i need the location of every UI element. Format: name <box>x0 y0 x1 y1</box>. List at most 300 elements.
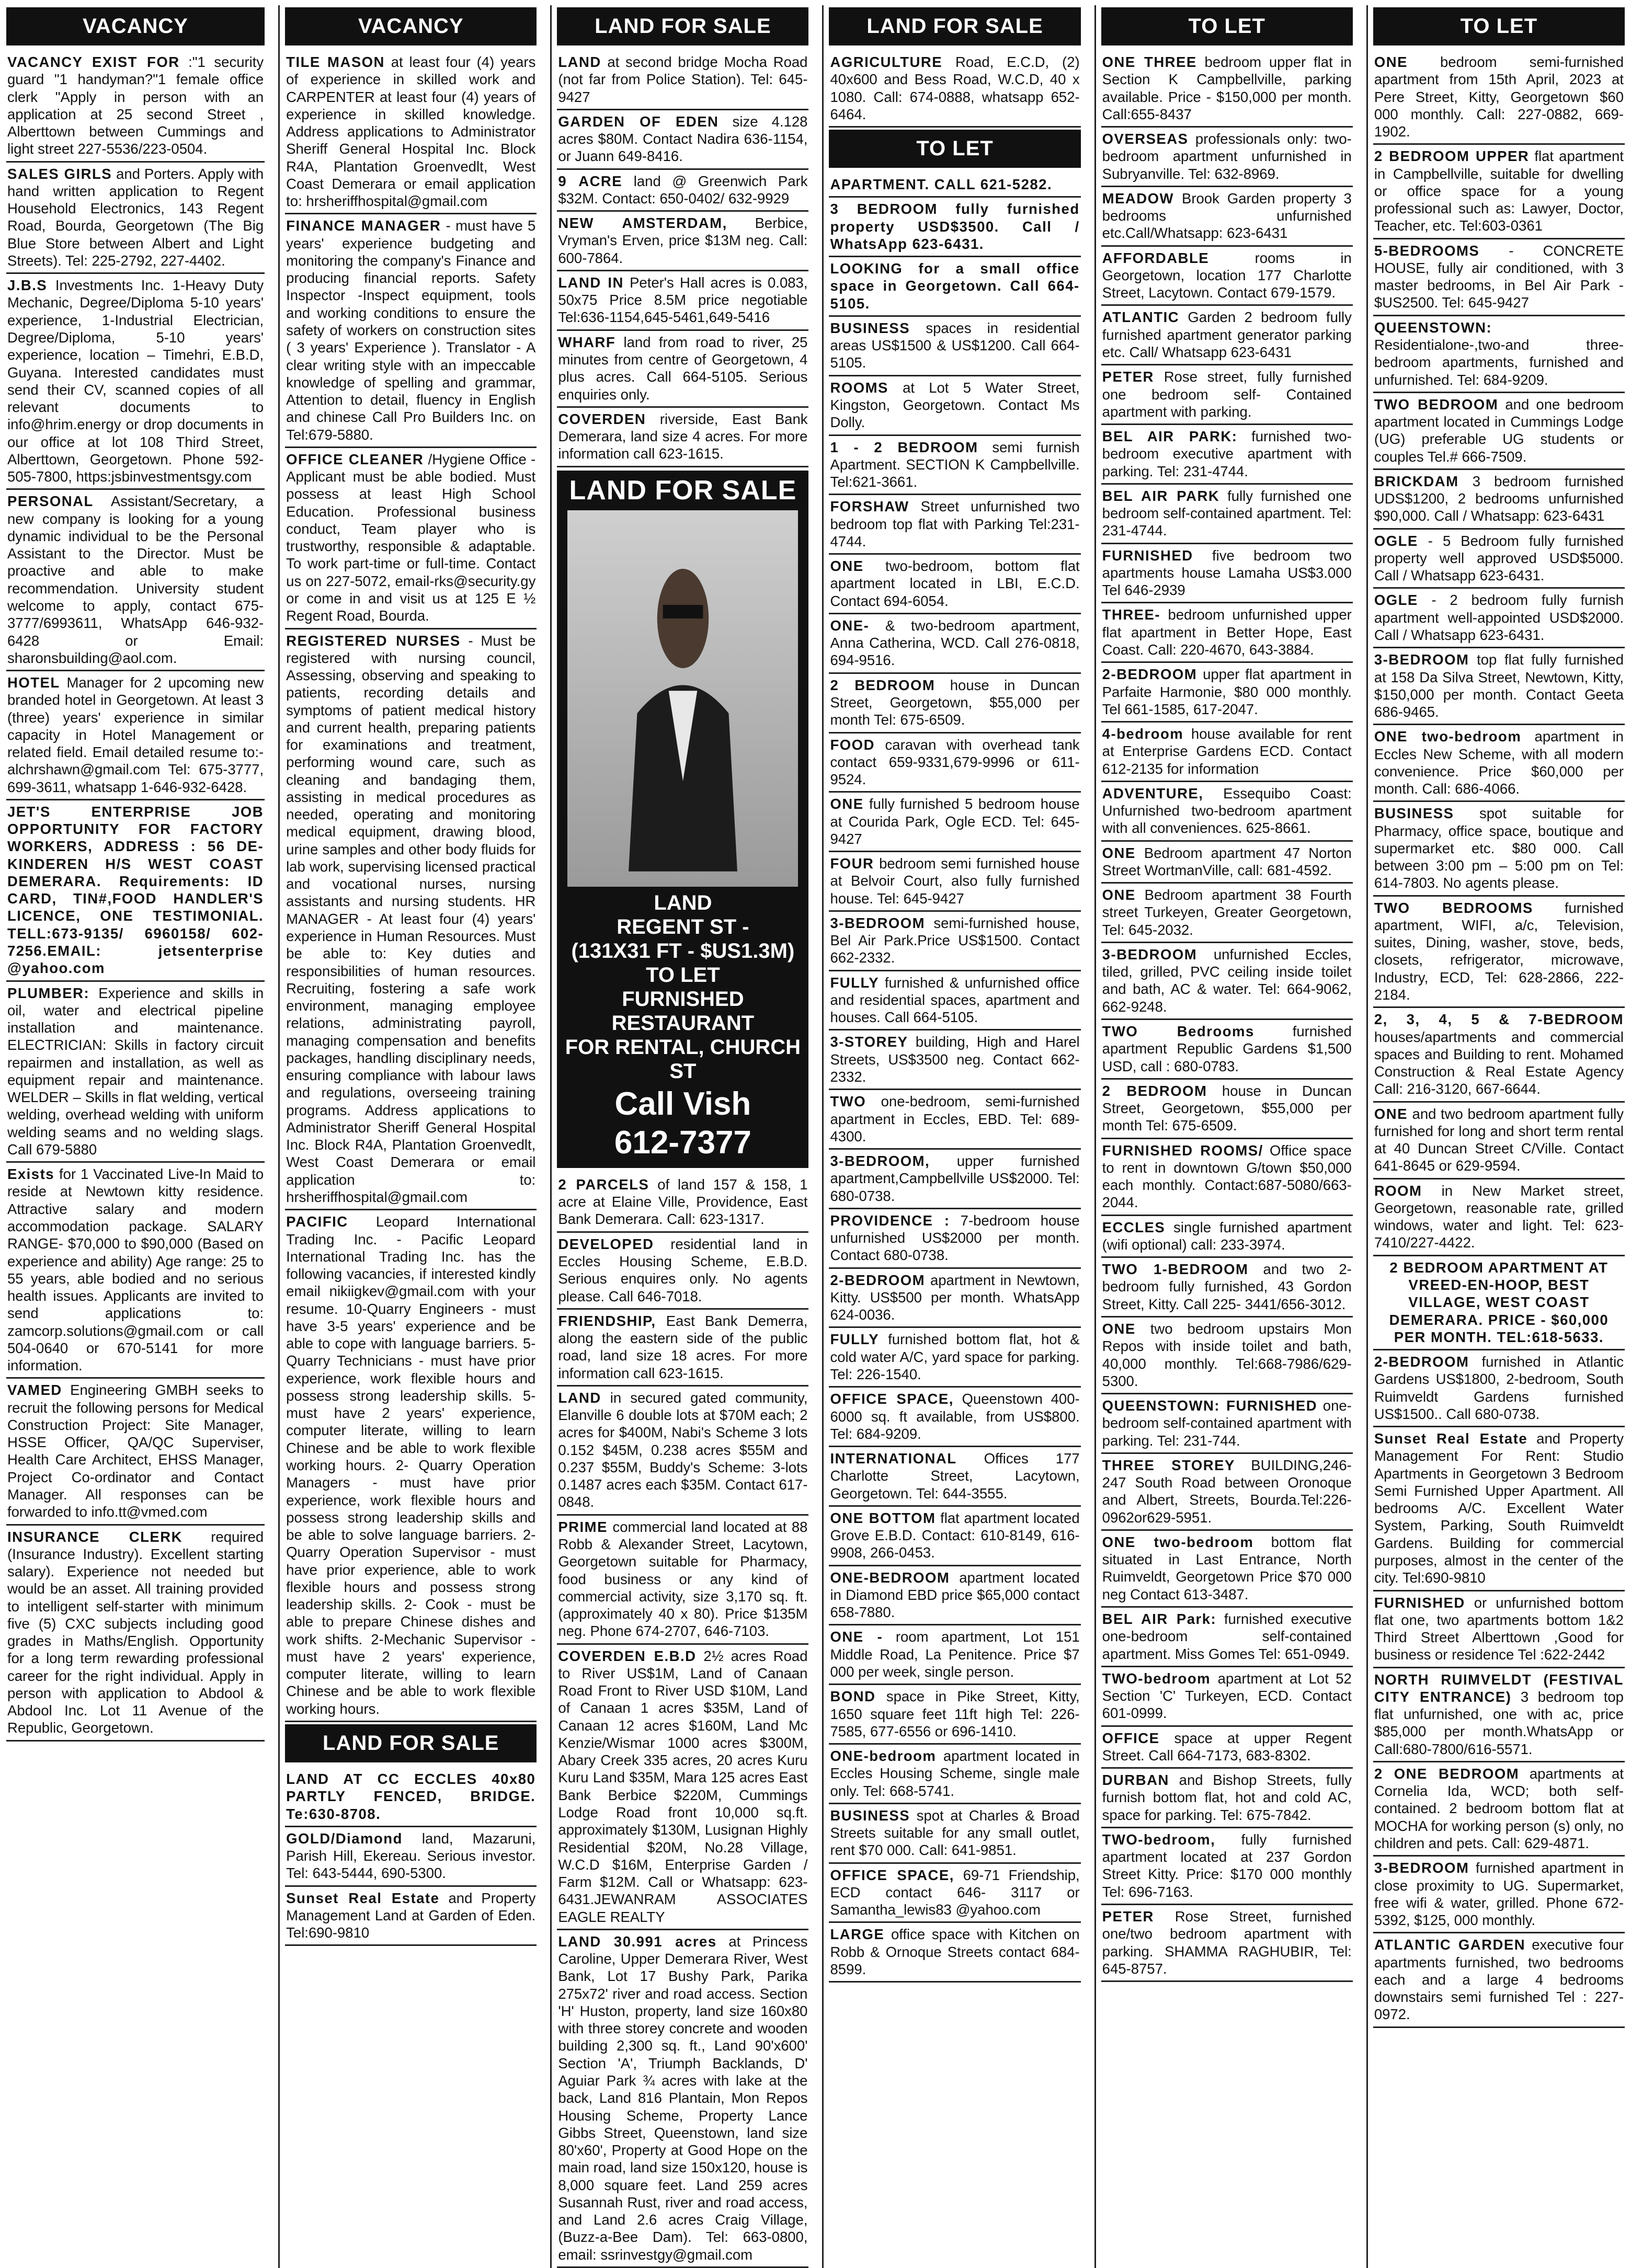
classified-ad <box>6 274 265 490</box>
classified-ad <box>1101 485 1353 544</box>
ad-text: houses/apartments and commercial spaces and Building to rent. Mohamed Construction & Real Estate Agency Call: 216-3120, 667-6644. <box>1374 1028 1624 1097</box>
classified-ad <box>829 1625 1080 1685</box>
ad-lead: INSURANCE CLERK <box>7 1528 183 1545</box>
ad-text: Leopard International Trading Inc. - Pacific Leopard International Trading Inc. has the following vacancies, if interested kindly email nikiigkev@gmail.com with your resume. 10-Quarry Engineers - must have 3-5 years' experience and be able to cope with language barriers. 5-Quarry Technicians - must have prior experience, work flexible hours and possess strong leadership skills. 5-must have 2 years' experience, computer literate, willing to learn Chinese and be able to work flexible working hours. 2- Quarry Operation Managers - must have prior experience, work flexible hours and possess strong leadership skills and be able to solve language barriers. 2- Quarry Operation Supervisor - must have prior experience, able to work flexible hours and possess strong leadership skills. 2- Cook - must be able to prepare Chinese dishes and work shifts. 2-Mechanic Supervisor - must have 2 years' experience, computer literate, willing to learn Chinese and be able to work flexible working hours. <box>286 1213 536 1717</box>
ad-lead: AGRICULTURE <box>830 54 943 70</box>
ad-text: at Princess Caroline, Upper Demerara River, West Bank, Lot 17 Bushy Park, Parika 275x72' river and road access. Section 'H' Huston, property, land size 160x80 with three storey concrete and wooden building 2,300 sq. ft., Land 90'x600' Section 'A', Triumph Backlands, D' Aguiar Park ¾ acres with lake at the back, Land 816 Plantain, Mon Repos Housing Scheme, Property Lance Gibbs Street, Queenstown, land size 80'x60', Property at Good Hope on the main road, land size 150x120, house is 8,000 square feet. Land 259 acres Susannah Rust, river and road access, and Land 2.6 acres Craig Village, (Buzz-a-Bee Dam). Tel: 663-0800, email: ssrinvestgy@gmail.com <box>558 1933 808 2263</box>
promo-line5: FURNISHED RESTAURANT <box>611 987 755 1035</box>
classified-ad <box>1101 1139 1353 1216</box>
ad-text: Engineering GMBH seeks to recruit the following persons for Medical Construction Project: Site Manager, HSSE Officer, QA/QC Superviser, Health Care Architect, EHSS Manager, Project Co-ordinator and Contact Manager. All responses can be forwarded to info.tt@vmed.com <box>7 1382 264 1520</box>
ad-lead: PETER <box>1102 369 1154 385</box>
classified-ad <box>285 51 537 214</box>
ad-lead: INTERNATIONAL <box>830 1450 957 1467</box>
classified-ad <box>829 734 1080 793</box>
classified-ad <box>829 1030 1080 1090</box>
promo-call: Call Vish <box>614 1085 751 1122</box>
ad-text: house available for rent at Enterprise Gardens ECD. Contact 612-2135 for information <box>1102 726 1352 777</box>
ad-lead: OFFICE CLEANER <box>286 451 424 467</box>
classified-ad <box>285 1210 537 1722</box>
promo-line4: TO LET <box>646 963 720 987</box>
ad-lead: ONE BOTTOM <box>830 1509 936 1526</box>
classified-ad <box>829 173 1080 198</box>
classified-ad <box>829 912 1080 971</box>
ad-text: - CONCRETE HOUSE, fully air conditioned, with 3 master bedrooms, in Bel Air Park - $US2500. Tel: 645-9427 <box>1374 242 1624 311</box>
ad-lead: ECCLES <box>1102 1219 1166 1235</box>
ad-text: residential land in Eccles Housing Scheme, E.B.D. Serious enquires only. No agents please. Call 646-7018. <box>558 1235 808 1304</box>
ad-lead: BOND <box>830 1688 876 1705</box>
ad-text: commercial land located at 88 Robb & Alexander Street, Lacytown, Georgetown suitable for Pharmacy, food business or any kind of commercial activity, size 3,170 sq. ft. (approximately 40 x 80). Price $135M neg. Phone 674-2707, 646-7103. <box>558 1518 808 1640</box>
ad-text: building, High and Harel Streets, US$3500 neg. Contact 662-2332. <box>830 1034 1080 1085</box>
ad-text: semi-furnished house, Bel Air Park.Price US$1500. Contact 662-2332. <box>830 914 1080 966</box>
ad-lead: 2 ONE BEDROOM <box>1374 1765 1520 1782</box>
ad-text: apartment located in Diamond EBD price $65,000 contact 658-7880. <box>830 1569 1080 1621</box>
ad-lead: OFFICE <box>1102 1729 1160 1746</box>
classified-ad <box>285 1887 537 1946</box>
ad-lead: FURNISHED ROOMS/ <box>1102 1142 1263 1159</box>
ad-lead: PETER <box>1102 1908 1154 1925</box>
classified-ad <box>829 971 1080 1031</box>
ad-lead: 3-BEDROOM <box>1374 1860 1469 1876</box>
ad-lead: OVERSEAS <box>1102 131 1189 147</box>
classified-ad <box>829 51 1080 128</box>
section-header: VACANCY <box>6 7 265 45</box>
ad-text: required (Insurance Industry). Excellent starting salary). Experience not needed but would be an asset. All training provided to intelligent self-starter with minimum five (5) CXC subjects including good grades in Maths/English. Opportunity for a long term rewarding professional career for the right individual. Apply in person with application to Abdool & Abdool Inc. Lot 11 Avenue of the Republic, Georgetown. <box>7 1528 264 1736</box>
classified-ad <box>829 1090 1080 1150</box>
ad-lead: THREE- <box>1102 606 1161 623</box>
ad-text: Road, E.C.D, (2) 40x600 and Bess Road, W.C.D, 40 x 1080. Call: 674-0888, whatsapp 652-6464. <box>830 54 1080 122</box>
ad-text: top flat fully furnished at 158 Da Silva Street, Newtown, Kitty, $150,000 per month. Contact Geeta 686-9465. <box>1374 651 1624 720</box>
classified-ad <box>1101 1216 1353 1258</box>
classified-ad <box>285 1827 537 1887</box>
ad-text: :"1 security guard "1 handyman?"1 female office clerk "Apply in person with an application at 25 second Street , Alberttown between Cummings and light street 227-5536/223-0504. <box>7 54 264 157</box>
classified-ad <box>1373 393 1625 470</box>
ad-lead: LAND <box>558 54 601 70</box>
ad-lead: THREE STOREY <box>1102 1457 1235 1473</box>
ad-text: in secured gated community, Elanville 6 double lots at $70M each; 2 acres for $400M, Nabi's Scheme 3 lots 0.152 $45M, 0.238 acres $55M and 0.237 $55M, Buddy's Scheme: 3-lots 0.1487 acres each $35M. Contact 617-0848. <box>558 1389 808 1510</box>
ad-text: Offices 177 Charlotte Street, Lacytown, Georgetown. Tel: 644-3555. <box>830 1450 1080 1502</box>
ad-lead: OFFICE SPACE, <box>830 1866 954 1883</box>
column-2 <box>278 5 537 2268</box>
ad-text: Office space to rent in downtown G/town $50,000 each monthly. Contact:687-5080/663-2044. <box>1102 1142 1352 1211</box>
classified-ad <box>285 214 537 448</box>
classified-ad <box>1373 530 1625 589</box>
ad-lead: ONE <box>1102 1321 1136 1337</box>
promo-title: LAND FOR SALE <box>569 475 797 506</box>
classified-ad <box>1373 725 1625 802</box>
ad-text: Assistant/Secretary, a new company is looking for a young dynamic individual to be the Personal Assistant to the Director. Must be proactive and able to make recommendation. University student welcome to apply, contact 675-3777/6993611, WhatsApp 646-932-6428 or Email: sharonsbuilding@aol.com. <box>7 493 264 666</box>
classified-ad <box>1373 1350 1625 1427</box>
ad-lead: VACANCY EXIST FOR <box>7 54 180 70</box>
ad-text: at Lot 5 Water Street, Kingston, Georgetown. Contact Ms Dolly. <box>830 379 1080 431</box>
ad-lead: COVERDEN E.B.D <box>558 1647 697 1664</box>
ad-text: spaces in residential areas US$1500 & US$1200. Call 664-5105. <box>830 319 1080 371</box>
ad-text: semi furnish Apartment. SECTION K Campbellville. Tel:621-3661. <box>830 439 1080 490</box>
ad-text: bedroom upper flat in Section K Campbellville, parking available. Price - $150,000 per month. Call:655-8437 <box>1102 54 1352 122</box>
classified-ad <box>829 317 1080 376</box>
classified-ad <box>1101 1667 1353 1727</box>
classified-ad <box>1101 544 1353 604</box>
classified-ad <box>1373 239 1625 316</box>
ad-text: and two 2-bedroom fully furnished, 43 Gordon Street, Kitty. Call 225- 3441/656-3012. <box>1102 1261 1352 1312</box>
ad-text: five bedroom two apartments house Lamaha US$3.000 Tel 646-2939 <box>1102 547 1352 599</box>
ad-lead: BUSINESS <box>830 319 910 336</box>
ad-lead: ONE <box>1374 1105 1408 1122</box>
ad-lead: PROVIDENCE : <box>830 1212 950 1229</box>
ad-text: Queenstown 400-6000 sq. ft available, from US$800. Tel: 684-9209. <box>830 1391 1080 1442</box>
classified-ad <box>1101 603 1353 663</box>
classified-ad <box>285 629 537 1211</box>
ad-lead: Exists <box>7 1166 55 1183</box>
classified-ad <box>6 1379 265 1525</box>
ad-lead: GARDEN OF EDEN <box>558 113 719 130</box>
classified-ad <box>1101 1828 1353 1905</box>
classified-ad <box>1101 1080 1353 1139</box>
ad-lead: ONE <box>1374 54 1408 70</box>
ad-text: two-bedroom, bottom flat apartment located in LBI, E.C.D. Contact 694-6054. <box>830 558 1080 609</box>
ad-lead: FURNISHED <box>1102 547 1193 564</box>
classified-ad <box>557 170 808 212</box>
ad-lead: FOOD <box>830 736 875 753</box>
ad-text: furnished executive one-bedroom self-contained apartment. Miss Gomes Tel: 651-0949. <box>1102 1610 1352 1662</box>
classified-ad <box>1373 589 1625 648</box>
ad-lead: ONE <box>830 558 864 575</box>
ad-lead: LAND AT CC ECCLES 40x80 PARTLY FENCED, BRIDGE. Te:630-8708. <box>286 1770 536 1822</box>
classified-ad <box>1373 1103 1625 1179</box>
classified-ad <box>829 1209 1080 1269</box>
ad-text: apartment in Newtown, Kitty. US$500 per month. WhatsApp 624-0036. <box>830 1272 1080 1323</box>
ad-text: house in Duncan Street, Georgetown, $55,000 per month Tel: 675-6509. <box>1102 1082 1352 1134</box>
classified-ad <box>6 1526 265 1742</box>
classified-ad <box>1373 470 1625 530</box>
classified-ad <box>6 51 265 163</box>
ad-lead: OFFICE SPACE, <box>830 1391 954 1407</box>
classified-ad <box>829 1566 1080 1626</box>
ad-lead: 3 BEDROOM fully furnished property USD$3500. Call / WhatsApp 623-6431. <box>830 201 1080 252</box>
ad-lead: 3-STOREY <box>830 1034 908 1050</box>
section-header: TO LET <box>829 130 1080 168</box>
ad-text: for 1 Vaccinated Live-In Maid to reside at Newtown kitty residence. Attractive salary and modern accommodation package. SALARY RANGE- $70,000 to $90,000 (Based on experience and ability) Age range: 25 to 55 years, able bodied and no serious health issues. Applicants are invited to send applications to: zamcorp.solutions@gmail.com or call 504-0640 or 670-5141 for more information. <box>7 1166 264 1374</box>
ad-text: and Property Management Land at Garden of Eden. Tel:690-9810 <box>286 1889 536 1941</box>
classified-ad <box>1101 1394 1353 1454</box>
ad-text: rooms in Georgetown, location 177 Charlotte Street, Lacytown. Contact 679-1579. <box>1102 249 1352 301</box>
ad-text: bottom flat situated in Last Entrance, North Ruimveldt, Georgetown Price $70 000 neg Contact 613-3487. <box>1102 1533 1352 1602</box>
ad-lead: ONE-BEDROOM <box>830 1569 950 1586</box>
ad-text: 69-71 Friendship, ECD contact 646- 3117 or Samantha_lewis83 @yahoo.com <box>830 1866 1080 1918</box>
ad-lead: 3-BEDROOM <box>830 914 926 931</box>
ad-lead: ONE <box>1102 887 1136 903</box>
ad-lead: REGISTERED NURSES <box>286 632 461 649</box>
ad-text: one-bedroom, semi-furnished apartment in Eccles, EBD. Tel: 689-4300. <box>830 1093 1080 1144</box>
classified-ad <box>829 1388 1080 1447</box>
ad-text: unfurnished Eccles, tiled, grilled, PVC ceiling inside toilet and bath, AC & water. Tel: 664-9062, 662-9248. <box>1102 946 1352 1015</box>
ad-text: 3 bedroom furnished UDS$1200, 2 bedrooms unfurnished $90,000. Call / Whatsapp: 623-6431 <box>1374 473 1624 524</box>
ad-text: and Bishop Streets, fully furnish bottom flat, hot and cold AC, space for parking. Tel: 675-7842. <box>1102 1772 1352 1823</box>
ad-lead: NEW AMSTERDAM, <box>558 215 727 232</box>
ad-text: apartments at Cornelia Ida, WCD; both self-contained. 2 bedroom bottom flat at MOCHA for working person (s) only, no children and pets. Call: 629-4871. <box>1374 1765 1624 1851</box>
ad-text: & two-bedroom apartment, Anna Catherina, WCD. Call 276-0818, 694-9516. <box>830 617 1080 669</box>
ad-text: size 4.128 acres $80M. Contact Nadira 636-1154, or Juann 649-8416. <box>558 113 808 165</box>
classified-ad <box>1373 1933 1625 2028</box>
ad-text: or unfurnished bottom flat one, two apartments bottom 1&2 Third Street Alberttown ,Good for business or residence Tel :622-2442 <box>1374 1594 1624 1663</box>
classified-ad <box>829 1507 1080 1566</box>
classified-ad <box>829 1269 1080 1328</box>
classified-ad <box>829 793 1080 852</box>
classified-ad <box>829 1864 1080 1923</box>
ad-lead: GOLD/Diamond <box>286 1830 403 1847</box>
classified-ad <box>1101 365 1353 425</box>
ad-lead: BEL AIR PARK <box>1102 487 1220 504</box>
ad-text: Residentialone-,two-and three-bedroom apartments, furnished and unfurnished. Tel: 684-9209. <box>1374 336 1624 388</box>
ad-lead: FULLY <box>830 974 880 991</box>
ad-text: and Property Management For Rent: Studio Apartments in Georgetown 3 Bedroom Semi Furnished Upper Apartment. All bedrooms A/C. Excellent Water System, Parking, South Ruimveldt Gardens. Building for commercial purposes, almost in the center of the city. Tel:690-9810 <box>1374 1430 1624 1586</box>
ad-lead: 2, 3, 4, 5 & 7-BEDROOM <box>1374 1011 1624 1028</box>
ad-text: Essequibo Coast: Unfurnished two-bedroom apartment with all conveniences. 625-8661. <box>1102 785 1352 837</box>
ad-lead: QUEENSTOWN: FURNISHED <box>1102 1398 1318 1414</box>
classified-ad <box>1101 247 1353 306</box>
classified-ad <box>1373 1427 1625 1591</box>
section-header: VACANCY <box>285 7 537 45</box>
classified-ad <box>1101 663 1353 723</box>
ad-text: one-bedroom self-contained apartment with parking. Tel: 231-744. <box>1102 1398 1352 1449</box>
ad-lead: BUSINESS <box>830 1807 910 1824</box>
ad-lead: Sunset Real Estate <box>286 1889 440 1906</box>
classified-ad <box>1373 648 1625 725</box>
ad-text: bedroom semi furnished house at Belvoir Court, also fully furnished house. Tel: 645-9427 <box>830 855 1080 907</box>
classified-ad <box>1101 1905 1353 1982</box>
classified-ad <box>829 1685 1080 1745</box>
classified-ad <box>557 331 808 408</box>
ad-lead: LAND IN <box>558 274 624 291</box>
ad-lead: BEL AIR Park: <box>1102 1610 1217 1627</box>
ad-lead: VAMED <box>7 1382 62 1399</box>
ad-lead: ONE <box>830 796 864 812</box>
ad-lead: Sunset Real Estate <box>1374 1430 1528 1447</box>
ad-lead: FRIENDSHIP, <box>558 1312 656 1329</box>
ad-lead: 3-BEDROOM <box>1374 651 1469 668</box>
ad-lead: 3-BEDROOM, <box>830 1153 930 1170</box>
ad-lead: 5-BEDROOMS <box>1374 242 1480 259</box>
classified-ad <box>6 982 265 1163</box>
promo-line1: LAND <box>654 891 712 914</box>
classified-ad <box>1101 723 1353 782</box>
classified-ad <box>1101 1454 1353 1531</box>
promo-photo <box>567 510 798 887</box>
ad-lead: LAND <box>558 1389 601 1406</box>
ad-lead: TWO Bedrooms <box>1102 1023 1254 1040</box>
ad-text: - 5 Bedroom fully furnished property well approved USD$5000. Call / Whatsapp 623-6431. <box>1374 532 1624 584</box>
classified-ad <box>1373 316 1625 393</box>
classified-ad <box>1101 425 1353 485</box>
ad-lead: AFFORDABLE <box>1102 249 1210 266</box>
ad-text: Berbice, Vryman's Erven, price $13M neg. Call: 600-7864. <box>558 215 808 266</box>
ad-lead: TILE MASON <box>286 54 385 70</box>
classified-ad <box>557 51 808 110</box>
classified-ad <box>1101 1318 1353 1394</box>
classified-ad <box>1101 128 1353 187</box>
ad-lead: TWO-bedroom <box>1102 1670 1211 1687</box>
ad-lead: ONE <box>1102 844 1136 861</box>
ad-text: Peter's Hall acres is 0.083, 50x75 Price 8.5M price negotiable Tel:636-1154,645-5461,649-5416 <box>558 274 808 326</box>
ad-lead: COVERDEN <box>558 410 646 427</box>
classified-ad <box>1373 802 1625 896</box>
classified-ad <box>829 436 1080 496</box>
classified-ad <box>829 614 1080 674</box>
classified-ad <box>829 376 1080 436</box>
classified-ad <box>1101 1727 1353 1769</box>
classified-ad <box>829 852 1080 912</box>
ad-text: bedroom semi-furnished apartment from 15th April, 2023 at Pere Street, Kitty, Georgetown $60 000 monthly. Call: 227-0882, 669-1902. <box>1374 54 1624 140</box>
ad-text: caravan with overhead tank contact 659-9331,679-9996 or 611-9524. <box>830 736 1080 788</box>
ad-lead: 1 - 2 BEDROOM <box>830 439 978 455</box>
ad-text: - 2 bedroom fully furnish apartment well-appointed USD$2000. Call / Whatsapp 623-6431. <box>1374 592 1624 643</box>
ad-lead: 2 BEDROOM APARTMENT AT VREED-EN-HOOP, BEST VILLAGE, WEST COAST DEMERARA. PRICE - $60,000 PER MONTH. TEL:618-5633. <box>1389 1259 1609 1345</box>
classified-ad <box>1101 1608 1353 1667</box>
ad-text: apartment at Lot 52 Section 'C' Turkeyen, ECD. Contact 601-0999. <box>1102 1670 1352 1722</box>
classified-ad <box>1373 1857 1625 1933</box>
classified-ad <box>6 163 265 274</box>
ad-text: single furnished apartment (wifi optional) call: 233-3974. <box>1102 1219 1352 1253</box>
ad-lead: 2 BEDROOM <box>1102 1082 1207 1099</box>
ad-lead: FOUR <box>830 855 874 872</box>
ad-lead: PLUMBER: <box>7 984 90 1001</box>
promo-line2: REGENT ST - <box>617 915 749 938</box>
classified-ad <box>1101 1769 1353 1828</box>
ad-text: Garden 2 bedroom fully furnished apartment generator parking etc. Call/ Whatsapp 623-6431 <box>1102 309 1352 360</box>
classified-ad <box>557 408 808 467</box>
ad-lead: OGLE <box>1374 532 1418 549</box>
ad-lead: DURBAN <box>1102 1772 1169 1789</box>
ad-text: office space with Kitchen on Robb & Ornoque Streets contact 684-8599. <box>830 1926 1080 1977</box>
ad-text: land, Mazaruni, Parish Hill, Ekereau. Serious investor. Tel: 643-5444, 690-5300. <box>286 1830 536 1882</box>
promo-phone: 612-7377 <box>614 1124 751 1161</box>
ad-lead: FORSHAW <box>830 498 909 515</box>
ad-text: space in Pike Street, Kitty, 1650 square feet 11ft high Tel: 226-7585, 677-6556 or 696-1410. <box>830 1688 1080 1739</box>
ad-text: upper furnished apartment,Campbellville US$2000. Tel: 680-0738. <box>830 1153 1080 1204</box>
classified-ad <box>1101 1020 1353 1080</box>
ad-text: /Hygiene Office - Applicant must be able bodied. Must possess at least High School Education. Professional business conduct, Team player who is trustworthy, responsible & adaptable. To work part-time or full-time. Contact us on 227-5072, email-rks@security.gy or come in and visit us at 125 E ½ Regent Road, Bourda. <box>286 451 536 624</box>
ad-lead: TWO BEDROOMS <box>1374 899 1533 916</box>
ad-text: room apartment, Lot 151 Middle Road, La Penitence. Price $7 000 per week, single person. <box>830 1629 1080 1680</box>
classified-ad <box>557 1516 808 1645</box>
classified-ad <box>1373 1179 1625 1256</box>
ad-lead: BRICKDAM <box>1374 473 1459 489</box>
classified-ad <box>829 1150 1080 1209</box>
ad-lead: ATLANTIC <box>1102 309 1180 326</box>
ad-lead: DEVELOPED <box>558 1235 654 1252</box>
classified-ad <box>829 555 1080 614</box>
ad-lead: WHARF <box>558 334 616 350</box>
ad-text: at least four (4) years of experience in skilled work and CARPENTER at least four (4) years of experience in skilled knowledge. Address applications to Administrator Sheriff General Hospital Inc. Block R4A, Plantation Groenvedlt, West Coast Demerara or email application to: hrsheriffhospital@gmail.com <box>286 54 536 210</box>
classified-ad <box>6 1163 265 1379</box>
ad-text: flat apartment located Grove E.B.D. Contact: 610-8149, 616-9908, 266-0453. <box>830 1509 1080 1561</box>
ad-lead: ONE - <box>830 1629 883 1645</box>
ad-lead: ROOM <box>1374 1182 1422 1199</box>
ad-lead: HOTEL <box>7 674 60 691</box>
ad-text: Experience and skills in oil, water and electrical pipeline installation and maintenance. ELECTRICIAN: Skills in factory circuit repairmen and installation, as well as equipment repair and maintenance. WELDER – Skills in flat welding, vertical welding, overhead welding with uniform welding seams and no welding slags. Call 679-5880 <box>7 984 264 1158</box>
ad-lead: TWO 1-BEDROOM <box>1102 1261 1249 1278</box>
classified-ad <box>557 1645 808 1930</box>
ad-text: bedroom unfurnished upper flat apartment in Better Hope, East Coast. Call: 220-4670, 643-3884. <box>1102 606 1352 658</box>
classified-ad <box>1101 842 1353 884</box>
section-header: LAND FOR SALE <box>285 1724 537 1762</box>
classified-ad <box>1373 51 1625 145</box>
classified-ad <box>1373 145 1625 239</box>
classified-ad <box>1101 306 1353 365</box>
column-6 <box>1366 5 1625 2268</box>
classified-ad <box>1101 187 1353 247</box>
ad-text: fully furnished 5 bedroom house at Courida Park, Ogle ECD. Tel: 645-9427 <box>830 796 1080 847</box>
ad-lead: J.B.S <box>7 277 48 294</box>
ad-lead: ONE THREE <box>1102 54 1197 70</box>
ad-lead: 2 PARCELS <box>558 1176 649 1193</box>
ad-text: land from road to river, 25 minutes from centre of Georgetown, 4 plus acres. Call 664-5105. Serious enquiries only. <box>558 334 808 403</box>
classified-ad <box>829 1804 1080 1864</box>
ad-lead: FINANCE MANAGER <box>286 217 441 234</box>
classified-ad <box>829 257 1080 317</box>
ad-text: riverside, East Bank Demerara, land size 4 acres. For more information call 623-1615. <box>558 410 808 462</box>
section-header: TO LET <box>1101 7 1353 45</box>
classified-ad <box>6 490 265 671</box>
classified-ad <box>557 271 808 331</box>
classified-ad <box>1373 1668 1625 1762</box>
promo-line6: FOR RENTAL, CHURCH ST <box>565 1035 801 1083</box>
classified-ad <box>6 671 265 800</box>
classified-ad <box>285 448 537 629</box>
ad-text: Investments Inc. 1-Heavy Duty Mechanic, Degree/Diploma 5-10 years' experience, 1-Industrial Electrician, Degree/Diploma, 5-10 years' experience, location – Timehri, E.B.D, Guyana. Interested candidates must send their CV, scanned copies of all relevant documents to info@hrim.energy or drop documents in our office at lot 108 Third Street, Alberttown, Georgetown. Phone 592-505-7800, https:jsbinvestmentsgy.com <box>7 277 264 485</box>
column-1 <box>6 5 265 2268</box>
ad-text: house in Duncan Street, Georgetown, $55,000 per month Tel: 675-6509. <box>830 677 1080 728</box>
ad-text: - Must be registered with nursing council, Assessing, observing and speaking to patients, recording details and symptoms of patient medical history and current health, preparing patients for examinations and treatment, performing wound care, such as cleaning and bandaging them, assisting in medical procedures as needed, operating and monitoring medical equipment, drawing blood, urine samples and other body fluids for lab work, supervising licensed practical and vocational nurses, nursing assistants and nursing students. HR MANAGER - At least four (4) years' experience in Human Resources. Must be able to: Key duties and responsibilities of human resources. Recruiting, fostering a safe work environment, managing employee relations, administrating payroll, managing compensation and benefits packages, handling disciplinary needs, ensuring compliance with labour laws and regulations, overseeing training programs. Address applications to Administrator Sheriff General Hospital Inc. Block R4A, Plantation Groenvedlt, West Coast Demerara or email application to: hrsheriffhospital@gmail.com <box>286 632 536 1205</box>
ad-lead: LARGE <box>830 1926 885 1943</box>
ad-lead: ROOMS <box>830 379 888 396</box>
classified-ad <box>829 1745 1080 1804</box>
ad-text: furnished two-bedroom executive apartment with parking. Tel: 231-4744. <box>1102 428 1352 479</box>
ad-text: in New Market street, Georgetown, reasonable rate, grilled windows, water and light. Tel: 623-7410/227-4422. <box>1374 1182 1624 1251</box>
ad-lead: ONE two-bedroom <box>1102 1533 1254 1550</box>
ad-text: Rose Street, furnished one/two bedroom apartment with parking. SHAMMA RAGHUBIR, Tel: 645-8757. <box>1102 1908 1352 1977</box>
ad-lead: LAND 30.991 acres <box>558 1933 717 1950</box>
classified-ad <box>557 1173 808 1233</box>
classified-ad <box>1101 884 1353 943</box>
column-5 <box>1094 5 1353 2268</box>
ad-text: upper flat apartment in Parfaite Harmonie, $80 000 monthly. Tel 661-1585, 617-2047. <box>1102 666 1352 717</box>
ad-lead: 2-BEDROOM <box>1374 1354 1469 1370</box>
classified-ad <box>557 212 808 271</box>
classified-ad <box>557 110 808 170</box>
classified-ad <box>1373 897 1625 1009</box>
ad-text: Manager for 2 upcoming new branded hotel in Georgetown. At least 3 (three) years' experience in similar capacity in Hotel Management or related field. Email detailed resume to:- alchrshawn@gmail.com Tel: 675-3777, 699-3611, whatsapp 1-646-932-6428. <box>7 674 264 795</box>
ad-lead: 2 BEDROOM <box>830 677 936 693</box>
ad-lead: ATLANTIC GARDEN <box>1374 1937 1526 1953</box>
ad-text: Rose street, fully furnished one bedroom self- Contained apartment with parking. <box>1102 369 1352 420</box>
ad-text: space at upper Regent Street. Call 664-7173, 683-8302. <box>1102 1729 1352 1763</box>
ad-text: 3 bedroom top flat unfurnished, one with ac, price $85,000 per month.WhatsApp or Call:680-7800/616-5571. <box>1374 1688 1624 1757</box>
classified-ad <box>557 1930 808 2268</box>
ad-lead: BEL AIR PARK: <box>1102 428 1238 445</box>
ad-lead: PRIME <box>558 1518 608 1535</box>
classified-ad <box>1373 1256 1625 1350</box>
ad-lead: PACIFIC <box>286 1213 348 1230</box>
ad-text: professionals only: two-bedroom apartment unfurnished in Subryanville. Tel: 632-8969. <box>1102 131 1352 182</box>
classified-ad <box>6 800 265 982</box>
promo-box <box>557 471 808 1168</box>
ad-text: BUILDING,246-247 South Road between Oronoque and Albert, Streets, Bourda.Tel:226-0962or629-5951. <box>1102 1457 1352 1526</box>
ad-text: East Bank Demerra, along the eastern side of the public road, land size 18 acres. For more information call 623-1615. <box>558 1312 808 1381</box>
classified-ad <box>1101 943 1353 1020</box>
ad-text: two bedroom upstairs Mon Repos with inside toilet and bath, 40,000 monthly. Tel:668-7986/629-5300. <box>1102 1321 1352 1389</box>
ad-text: of land 157 & 158, 1 acre at Elaine Ville, Providence, East Bank Demerara. Call: 623-1317. <box>558 1176 808 1228</box>
ad-lead: FULLY <box>830 1331 880 1348</box>
